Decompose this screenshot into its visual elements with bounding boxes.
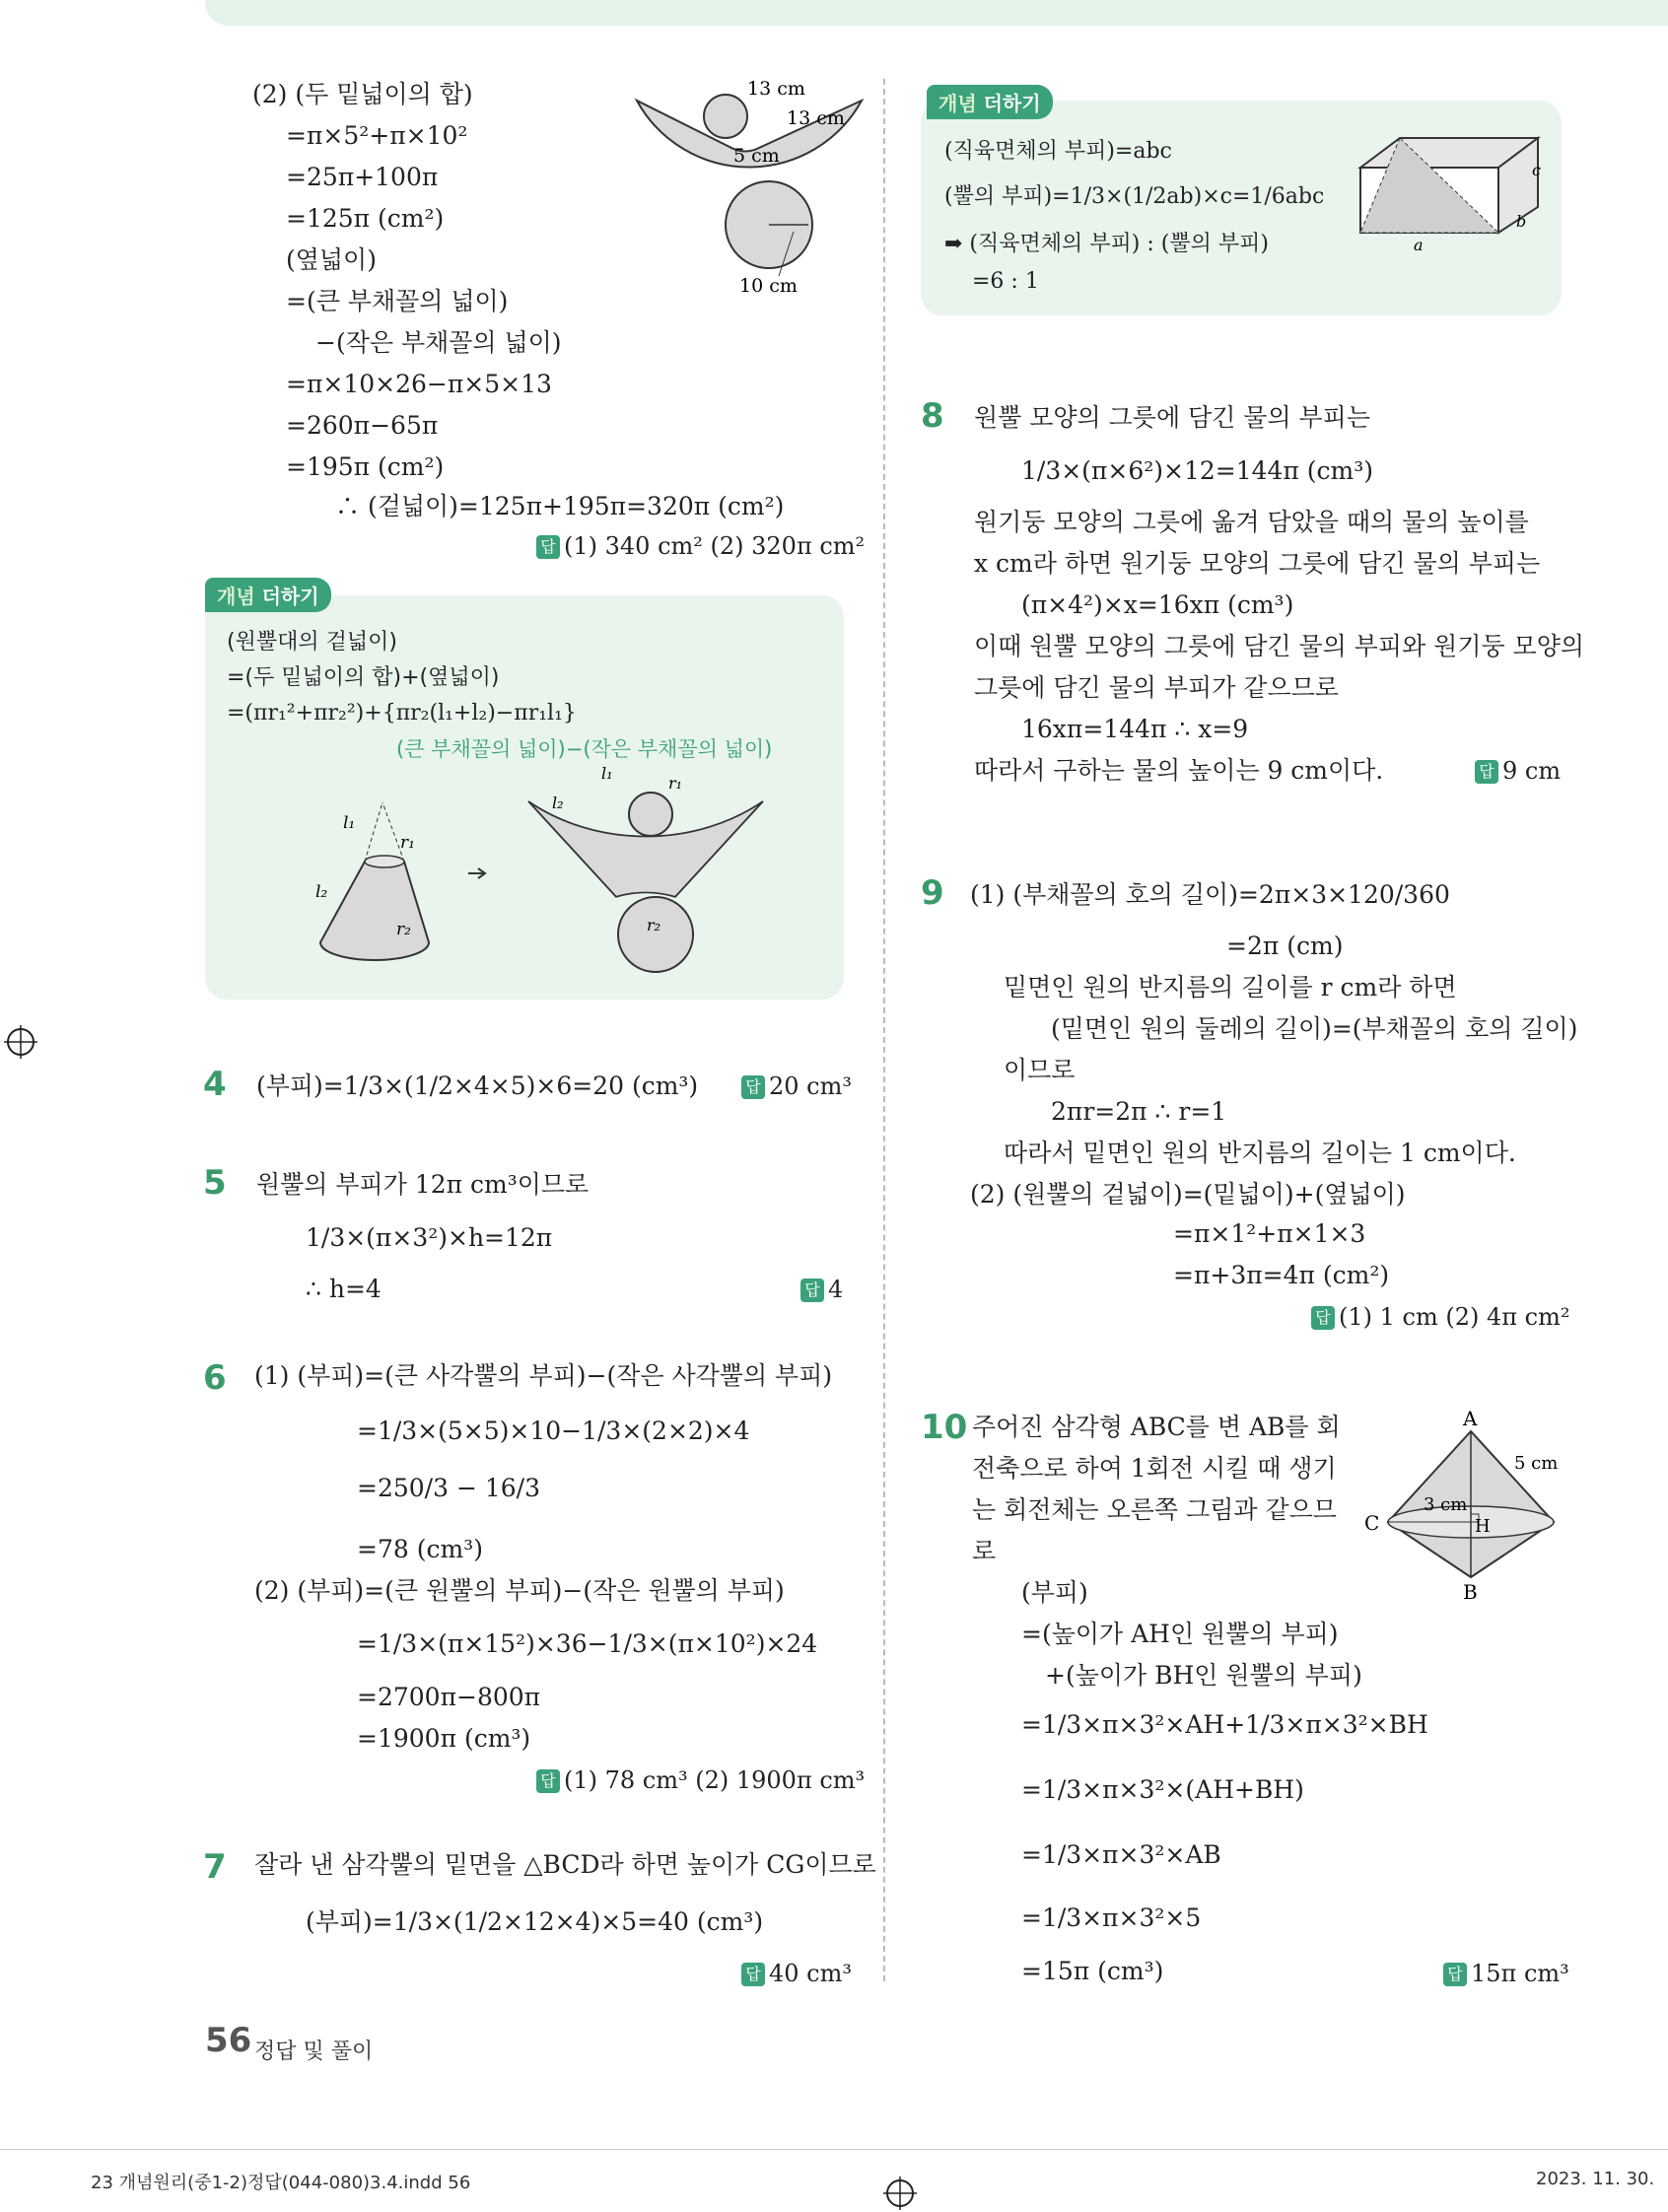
- q3-line: ∴ (겉넓이)=125π+195π=320π (cm²): [335, 492, 785, 520]
- q6-line: =2700π−800π: [357, 1683, 541, 1711]
- q10-line: =15π (cm³): [1021, 1957, 1164, 1985]
- q10-line: =1/3×π×3²×5: [1021, 1903, 1202, 1932]
- answer-icon: 답: [536, 1769, 560, 1793]
- fig-label: B: [1463, 1580, 1478, 1604]
- answer-icon: 답: [1443, 1963, 1467, 1986]
- q8-line: 그릇에 담긴 물의 부피가 같으므로: [974, 673, 1339, 702]
- fig-label: A: [1463, 1410, 1478, 1430]
- q6-line: =1/3×(5×5)×10−1/3×(2×2)×4: [357, 1417, 750, 1445]
- q3-line: (옆넓이): [286, 245, 377, 274]
- fig-label: H: [1475, 1516, 1491, 1537]
- fig-label: r₂: [396, 920, 411, 939]
- fig-label: a: [1414, 236, 1424, 254]
- q10-line: =1/3×π×3²×(AH+BH): [1021, 1775, 1304, 1804]
- cuboid-figure: [1351, 128, 1548, 256]
- question-number: 9: [921, 873, 944, 913]
- q8-line: 원뿔 모양의 그릇에 담긴 물의 부피는: [974, 403, 1370, 432]
- q9-line: 따라서 밑면인 원의 반지름의 길이는 1 cm이다.: [1004, 1139, 1516, 1167]
- question-number: 4: [203, 1065, 227, 1104]
- fig-label: c: [1532, 161, 1541, 179]
- file-info: 23 개념원리(중1-2)정답(044-080)3.4.indd 56: [91, 2173, 471, 2193]
- fig-label: 10 cm: [739, 275, 798, 297]
- q5-answer: 답 4: [800, 1276, 843, 1303]
- q10-line: +(높이가 BH인 원뿔의 부피): [1045, 1661, 1362, 1690]
- q3-line: =(큰 부채꼴의 넓이): [286, 287, 509, 315]
- q5-line: ∴ h=4: [306, 1275, 382, 1303]
- q3-line: −(작은 부채꼴의 넓이): [315, 328, 562, 357]
- answer-icon: 답: [741, 1963, 765, 1986]
- concept-line: ➡ (직육면체의 부피) : (뿔의 부피): [944, 232, 1269, 256]
- footer-rule: [0, 2149, 1668, 2150]
- page-label: 정답 및 풀이: [254, 2039, 374, 2064]
- concept-line: (직육면체의 부피)=abc: [944, 139, 1172, 164]
- question-number: 7: [203, 1847, 227, 1887]
- q3-line: =25π+100π: [286, 163, 439, 191]
- fig-label: r₁: [400, 833, 415, 853]
- q3-line: =260π−65π: [286, 411, 439, 440]
- concept-line: =(πr₁²+πr₂²)+{πr₂(l₁+l₂)−πr₁l₁}: [227, 701, 577, 726]
- answer-icon: 답: [741, 1075, 765, 1099]
- q6-line: =78 (cm³): [357, 1535, 483, 1563]
- page-number: 56: [205, 2021, 252, 2060]
- q3-answer: 답 (1) 340 cm² (2) 320π cm²: [536, 532, 865, 560]
- q10-line: 는 회전체는 오른쪽 그림과 같으므: [972, 1495, 1337, 1524]
- q10-line: 로: [972, 1537, 997, 1565]
- q8-line: 원기둥 모양의 그릇에 옮겨 담았을 때의 물의 높이를: [974, 508, 1529, 536]
- fig-label: l₂: [552, 794, 564, 812]
- column-divider: [883, 79, 885, 1981]
- q10-line: =1/3×π×3²×AB: [1021, 1840, 1221, 1869]
- fig-label: l₁: [601, 764, 613, 783]
- q8-line: 1/3×(π×6²)×12=144π (cm³): [1021, 456, 1374, 485]
- concept-line: (뿔의 부피)=1/3×(1/2ab)×c=1/6abc: [944, 184, 1325, 209]
- fig-label: b: [1516, 212, 1527, 231]
- double-cone-figure: [1360, 1410, 1567, 1607]
- q3-line: =π×10×26−π×5×13: [286, 370, 552, 398]
- question-number: 6: [203, 1358, 227, 1398]
- q10-line: 전축으로 하여 1회전 시킬 때 생기: [972, 1454, 1337, 1483]
- q6-line: =1/3×(π×15²)×36−1/3×(π×10²)×24: [357, 1629, 818, 1658]
- q5-line: 원뿔의 부피가 12π cm³이므로: [256, 1170, 590, 1199]
- q6-line: (1) (부피)=(큰 사각뿔의 부피)−(작은 사각뿔의 부피): [254, 1361, 833, 1390]
- q9-line: =2π (cm): [1226, 932, 1344, 960]
- frustum-figure: [306, 759, 799, 986]
- concept-tag: 개념 더하기: [927, 85, 1053, 119]
- concept-line: =6 : 1: [972, 269, 1039, 294]
- q9-answer: 답 (1) 1 cm (2) 4π cm²: [1311, 1303, 1569, 1331]
- q6-line: =1900π (cm³): [357, 1724, 531, 1753]
- fig-label: 5 cm: [733, 145, 780, 167]
- q8-answer: 답 9 cm: [1475, 757, 1561, 785]
- question-number: 5: [203, 1163, 227, 1203]
- q10-line: =(높이가 AH인 원뿔의 부피): [1021, 1620, 1339, 1648]
- q10-line: (부피): [1021, 1578, 1088, 1607]
- q8-line: 16xπ=144π ∴ x=9: [1021, 715, 1249, 743]
- fig-label: 13 cm: [787, 107, 845, 129]
- q9-line: (밑면인 원의 둘레의 길이)=(부채꼴의 호의 길이): [1051, 1014, 1578, 1043]
- concept-tag: 개념 더하기: [205, 578, 331, 612]
- concept-line: =(두 밑넓이의 합)+(옆넓이): [227, 665, 500, 690]
- q5-line: 1/3×(π×3²)×h=12π: [306, 1223, 553, 1252]
- question-number: 10: [921, 1408, 968, 1447]
- q10-line: 주어진 삼각형 ABC를 변 AB를 회: [972, 1413, 1341, 1441]
- q4-answer: 답 20 cm³: [741, 1072, 852, 1100]
- q3-net-figure: [631, 79, 868, 306]
- fig-label: 3 cm: [1424, 1494, 1468, 1515]
- q4-line: (부피)=1/3×(1/2×4×5)×6=20 (cm³): [256, 1071, 699, 1100]
- concept-note: (큰 부채꼴의 넓이)−(작은 부채꼴의 넓이): [396, 737, 773, 761]
- q7-line: 잘라 낸 삼각뿔의 밑면을 △BCD라 하면 높이가 CG이므로: [254, 1850, 876, 1879]
- concept-line: (원뿔대의 겉넓이): [227, 630, 397, 655]
- registration-mark-icon: [4, 1025, 37, 1059]
- question-number: 8: [921, 396, 944, 436]
- q9-line: 2πr=2π ∴ r=1: [1051, 1097, 1227, 1126]
- q9-line: (1) (부채꼴의 호의 길이)=2π×3×120/360: [970, 880, 1450, 909]
- q10-line: =1/3×π×3²×AH+1/3×π×3²×BH: [1021, 1710, 1428, 1739]
- q6-line: (2) (부피)=(큰 원뿔의 부피)−(작은 원뿔의 부피): [254, 1576, 785, 1605]
- q8-line: x cm라 하면 원기둥 모양의 그릇에 담긴 물의 부피는: [974, 549, 1541, 578]
- q9-line: =π×1²+π×1×3: [1173, 1219, 1366, 1248]
- print-date: 2023. 11. 30.: [1536, 2169, 1655, 2189]
- answer-icon: 답: [1475, 760, 1498, 784]
- q8-line: 이때 원뿔 모양의 그릇에 담긴 물의 부피와 원기둥 모양의: [974, 632, 1585, 660]
- q6-answer: 답 (1) 78 cm³ (2) 1900π cm³: [536, 1766, 865, 1794]
- fig-label: l₂: [315, 882, 328, 902]
- answer-icon: 답: [800, 1279, 824, 1302]
- q9-line: =π+3π=4π (cm²): [1173, 1261, 1390, 1289]
- q3-line: =π×5²+π×10²: [286, 121, 468, 150]
- fig-label: 5 cm: [1514, 1453, 1559, 1474]
- registration-mark-icon: [883, 2177, 917, 2210]
- q9-line: (2) (원뿔의 겉넓이)=(밑넓이)+(옆넓이): [970, 1180, 1406, 1209]
- q9-line: 밑면인 원의 반지름의 길이를 r cm라 하면: [1004, 973, 1457, 1002]
- fig-label: r₂: [647, 916, 661, 934]
- q10-answer: 답 15π cm³: [1443, 1960, 1569, 1987]
- fig-label: C: [1364, 1511, 1380, 1535]
- q8-line: 따라서 구하는 물의 높이는 9 cm이다.: [974, 756, 1384, 785]
- answer-icon: 답: [536, 535, 560, 559]
- q7-answer: 답 40 cm³: [741, 1960, 852, 1987]
- q6-line: =250/3 − 16/3: [357, 1474, 540, 1502]
- q3-line: =125π (cm²): [286, 204, 445, 233]
- q7-line: (부피)=1/3×(1/2×12×4)×5=40 (cm³): [306, 1907, 764, 1936]
- fig-label: l₁: [343, 813, 356, 833]
- fig-label: r₁: [668, 774, 683, 793]
- q3-line: (2) (두 밑넓이의 합): [252, 80, 473, 108]
- q8-line: (π×4²)×x=16xπ (cm³): [1021, 590, 1294, 619]
- fig-label: 13 cm: [747, 79, 805, 100]
- answer-icon: 답: [1311, 1306, 1335, 1330]
- top-band: [205, 0, 1668, 26]
- q9-line: 이므로: [1004, 1056, 1076, 1084]
- q3-line: =195π (cm²): [286, 452, 445, 481]
